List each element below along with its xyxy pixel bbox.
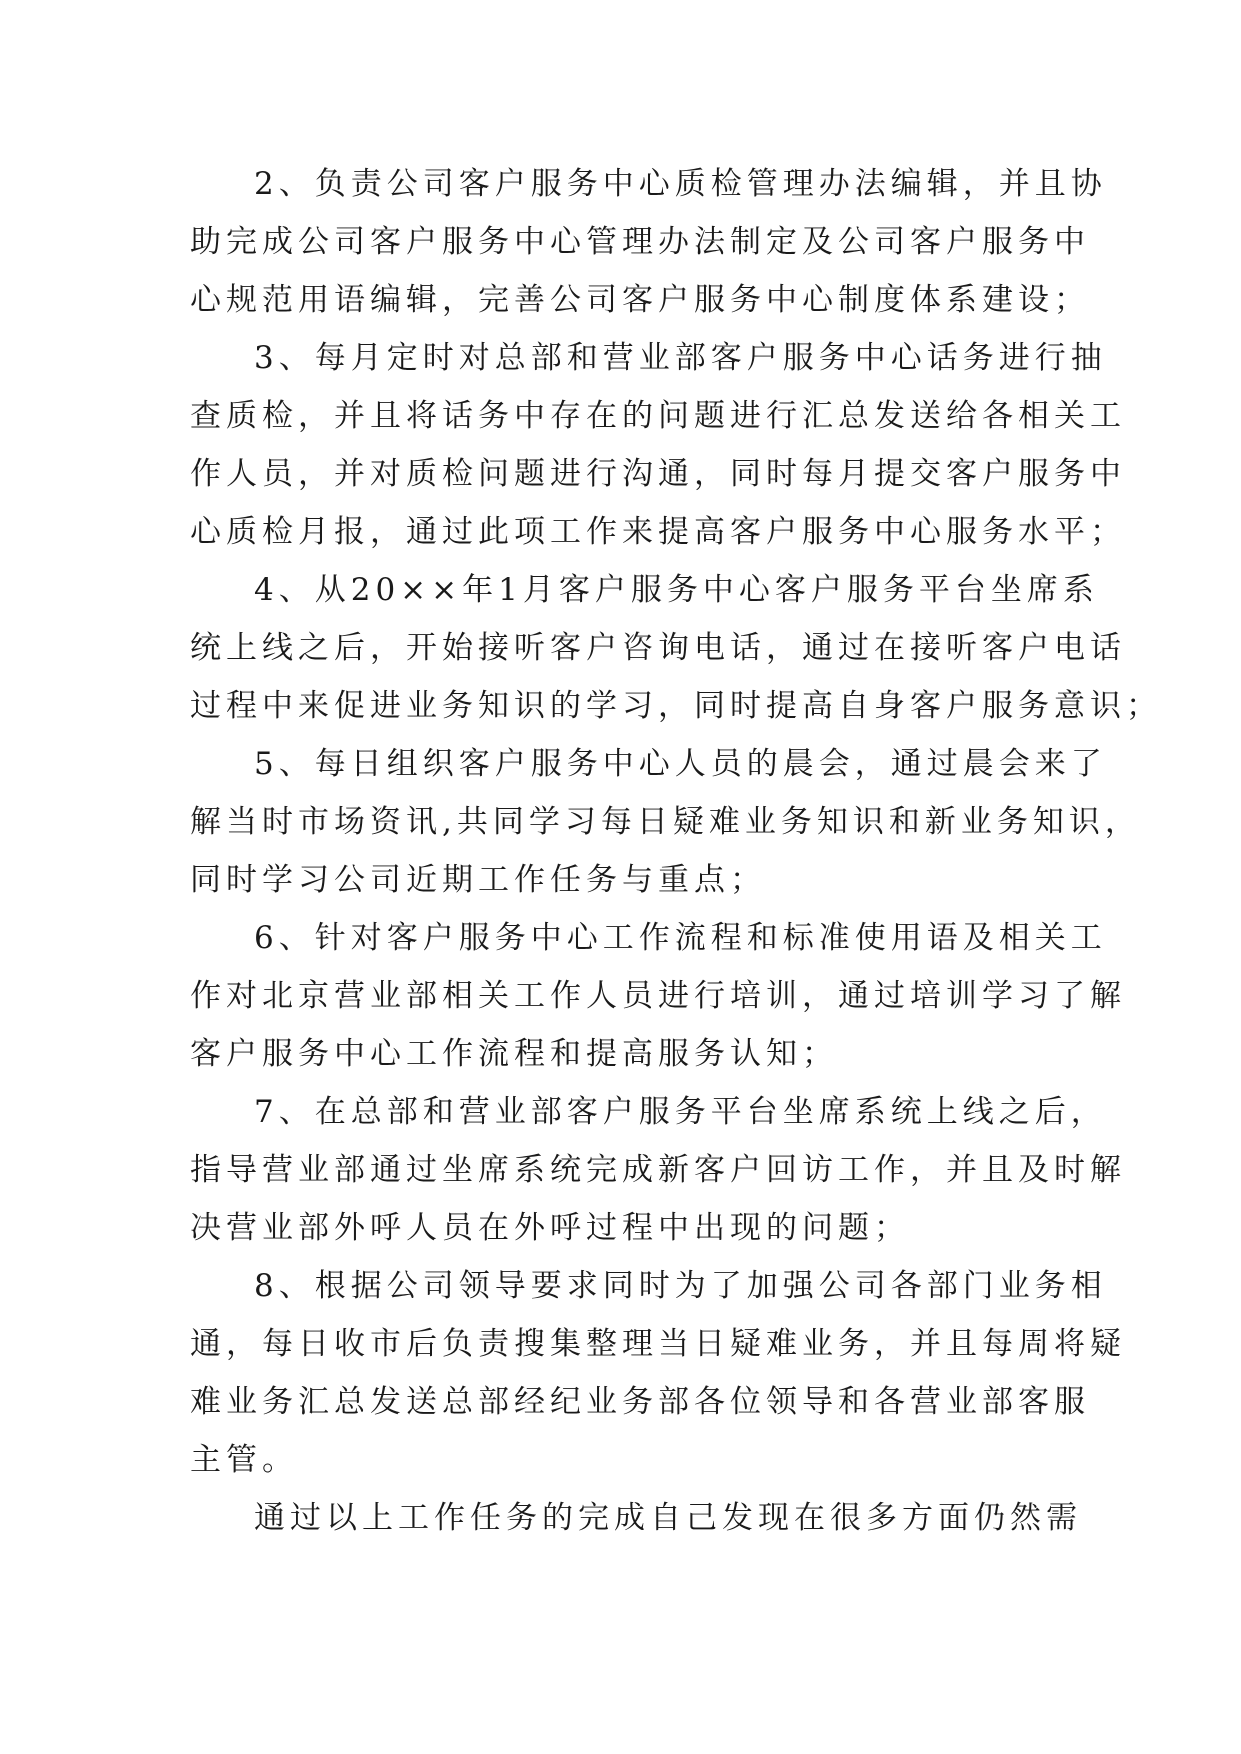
- document-body: [190, 155, 1162, 1547]
- text-line: 心质检月报，通过此项工作来提高客户服务中心服务水平；: [190, 514, 1126, 550]
- text-line: 4、从20××年1月客户服务中心客户服务平台坐席系: [254, 572, 1099, 608]
- text-line: 助完成公司客户服务中心管理办法制定及公司客户服务中: [190, 224, 1090, 260]
- text-line: 指导营业部通过坐席系统完成新客户回访工作，并且及时解: [190, 1152, 1126, 1188]
- text-line: 通，每日收市后负责搜集整理当日疑难业务，并且每周将疑: [190, 1326, 1126, 1362]
- text-line: 2、负责公司客户服务中心质检管理办法编辑，并且协: [254, 166, 1107, 202]
- text-line: 作对北京营业部相关工作人员进行培训，通过培训学习了解: [190, 978, 1126, 1014]
- text-line: 5、每日组织客户服务中心人员的晨会，通过晨会来了: [254, 746, 1107, 782]
- text-line: 查质检，并且将话务中存在的问题进行汇总发送给各相关工: [190, 398, 1126, 434]
- text-line: 决营业部外呼人员在外呼过程中出现的问题；: [190, 1210, 910, 1246]
- text-line: 统上线之后，开始接听客户咨询电话，通过在接听客户电话: [190, 630, 1126, 666]
- text-line: 8、根据公司领导要求同时为了加强公司各部门业务相: [254, 1268, 1107, 1304]
- text-line: 6、针对客户服务中心工作流程和标准使用语及相关工: [254, 920, 1107, 956]
- text-line: 7、在总部和营业部客户服务平台坐席系统上线之后，: [254, 1094, 1107, 1130]
- text-line: 过程中来促进业务知识的学习，同时提高自身客户服务意识；: [190, 688, 1162, 724]
- text-line: 心规范用语编辑，完善公司客户服务中心制度体系建设；: [190, 282, 1090, 318]
- text-line: 主管。: [190, 1442, 298, 1478]
- text-line: 客户服务中心工作流程和提高服务认知；: [190, 1036, 838, 1072]
- text-line: 解当时市场资讯,共同学习每日疑难业务知识和新业务知识，: [190, 804, 1141, 840]
- text-line: 作人员，并对质检问题进行沟通，同时每月提交客户服务中: [190, 456, 1126, 492]
- text-line: 同时学习公司近期工作任务与重点；: [190, 862, 766, 898]
- text-line: 难业务汇总发送总部经纪业务部各位领导和各营业部客服: [190, 1384, 1090, 1420]
- text-line: 3、每月定时对总部和营业部客户服务中心话务进行抽: [254, 340, 1107, 376]
- text-line: 通过以上工作任务的完成自己发现在很多方面仍然需: [254, 1500, 1082, 1536]
